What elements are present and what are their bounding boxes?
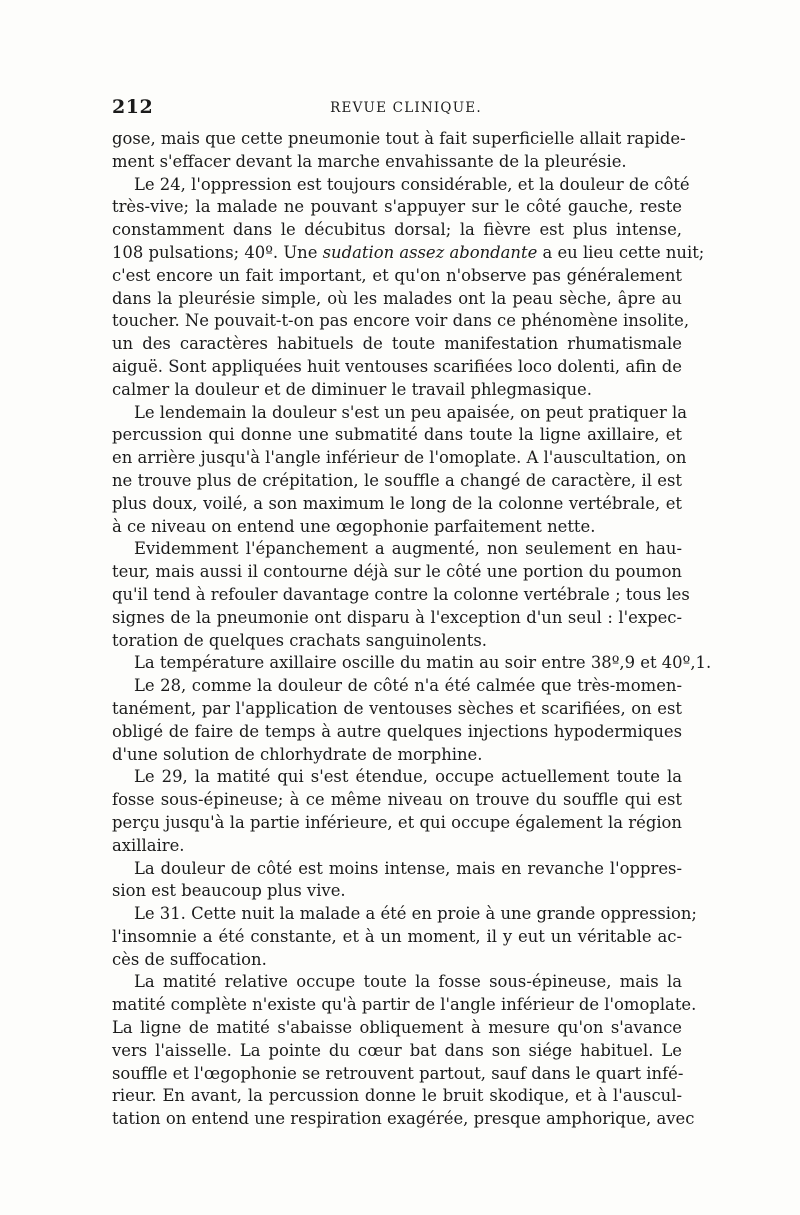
text-line: gose, mais que cette pneumonie tout à fait superficielle allait rapide- xyxy=(112,129,686,148)
text-line: c'est encore un fait important, et qu'on n'observe pas généralement xyxy=(112,265,682,285)
text-line: tanément, par l'application de ventouses sèches et scarifiées, on est xyxy=(112,698,682,718)
text-line: obligé de faire de temps à autre quelques injections hypodermiques xyxy=(112,721,682,741)
text-line: perçu jusqu'à la partie inférieure, et qui occupe également la région xyxy=(112,812,682,832)
text-line: qu'il tend à refouler davantage contre la colonne vertébrale ; tous les xyxy=(112,584,690,604)
text-line: en arrière jusqu'à l'angle inférieur de l'omoplate. A l'auscultation, on xyxy=(112,448,687,468)
text-line: ne trouve plus de crépitation, le souffle a changé de caractère, il est xyxy=(112,470,682,490)
text-line: matité complète n'existe qu'à partir de l'angle inférieur de l'omoplate. xyxy=(112,995,697,1015)
text-line: La température axillaire oscille du matin au soir entre 38º,9 et 40º,1. xyxy=(134,653,712,673)
text-line: à ce niveau on entend une œgophonie parfaitement nette. xyxy=(112,516,596,536)
text-line: un des caractères habituels de toute manifestation rhumatismale xyxy=(112,334,682,354)
text-line: toucher. Ne pouvait-t-on pas encore voir dans ce phénomène insolite, xyxy=(112,311,690,331)
text-line: d'une solution de chlorhydrate de morphine. xyxy=(112,744,483,764)
text-line: l'insomnie a été constante, et à un moment, il y eut un véritable ac- xyxy=(112,926,682,946)
text-line: Le lendemain la douleur s'est un peu apaisée, on peut pratiquer la xyxy=(134,402,688,422)
text-line: vers l'aisselle. La pointe du cœur bat dans son siége habituel. Le xyxy=(112,1040,682,1060)
text-line: Le 24, l'oppression est toujours considérable, et la douleur de côté xyxy=(134,174,690,194)
text-line: calmer la douleur et de diminuer le travail phlegmasique. xyxy=(112,379,592,399)
page-header xyxy=(112,96,682,122)
text-line: signes de la pneumonie ont disparu à l'exception d'un seul : l'expec- xyxy=(112,607,682,627)
page-number: 212 xyxy=(112,96,154,118)
text-line: dans la pleurésie simple, où les malades ont la peau sèche, âpre au xyxy=(112,288,682,308)
text-line: souffle et l'œgophonie se retrouvent partout, sauf dans le quart infé- xyxy=(112,1063,684,1083)
text-line: teur, mais aussi il contourne déjà sur le côté une portion du poumon xyxy=(112,562,682,582)
text-line: plus doux, voilé, a son maximum le long de la colonne vertébrale, et xyxy=(112,493,682,513)
text-segment: 108 pulsations; 40º. Une xyxy=(112,242,323,262)
text-line: La matité relative occupe toute la fosse sous-épineuse, mais la xyxy=(134,972,682,992)
text-line: La ligne de matité s'abaisse obliquement à mesure qu'on s'avance xyxy=(112,1018,682,1038)
text-line: tation on entend une respiration exagérée, presque amphorique, avec xyxy=(112,1109,695,1129)
text-line: aiguë. Sont appliquées huit ventouses scarifiées loco dolenti, afin de xyxy=(112,356,682,376)
text-line: Evidemment l'épanchement a augmenté, non seulement en hau- xyxy=(134,539,682,559)
text-line: percussion qui donne une submatité dans toute la ligne axillaire, et xyxy=(112,425,682,445)
text-line: Le 29, la matité qui s'est étendue, occupe actuellement toute la xyxy=(134,767,682,787)
text-line: très-vive; la malade ne pouvant s'appuyer sur le côté gauche, reste xyxy=(112,197,682,217)
text-line: Le 28, comme la douleur de côté n'a été calmée que très-momen- xyxy=(134,676,682,696)
body-text xyxy=(112,128,712,1131)
text-line xyxy=(112,242,705,265)
text-line: toration de quelques crachats sanguinolents. xyxy=(112,630,487,650)
text-line: sion est beaucoup plus vive. xyxy=(112,881,346,901)
text-line: La douleur de côté est moins intense, mais en revanche l'oppres- xyxy=(134,858,682,878)
text-line: rieur. En avant, la percussion donne le bruit skodique, et à l'auscul- xyxy=(112,1086,682,1106)
emphasized-text: sudation assez abondante xyxy=(322,242,538,262)
text-line: fosse sous-épineuse; à ce même niveau on trouve du souffle qui est xyxy=(112,790,682,810)
running-title: REVUE CLINIQUE. xyxy=(330,100,482,116)
text-line: Le 31. Cette nuit la malade a été en proie à une grande oppression; xyxy=(134,904,697,924)
text-line: axillaire. xyxy=(112,835,185,855)
text-line: constamment dans le décubitus dorsal; la fièvre est plus intense, xyxy=(112,220,682,240)
text-line: ment s'effacer devant la marche envahissante de la pleurésie. xyxy=(112,151,627,171)
text-segment: a eu lieu cette nuit; xyxy=(537,242,705,262)
text-line: cès de suffocation. xyxy=(112,949,267,969)
